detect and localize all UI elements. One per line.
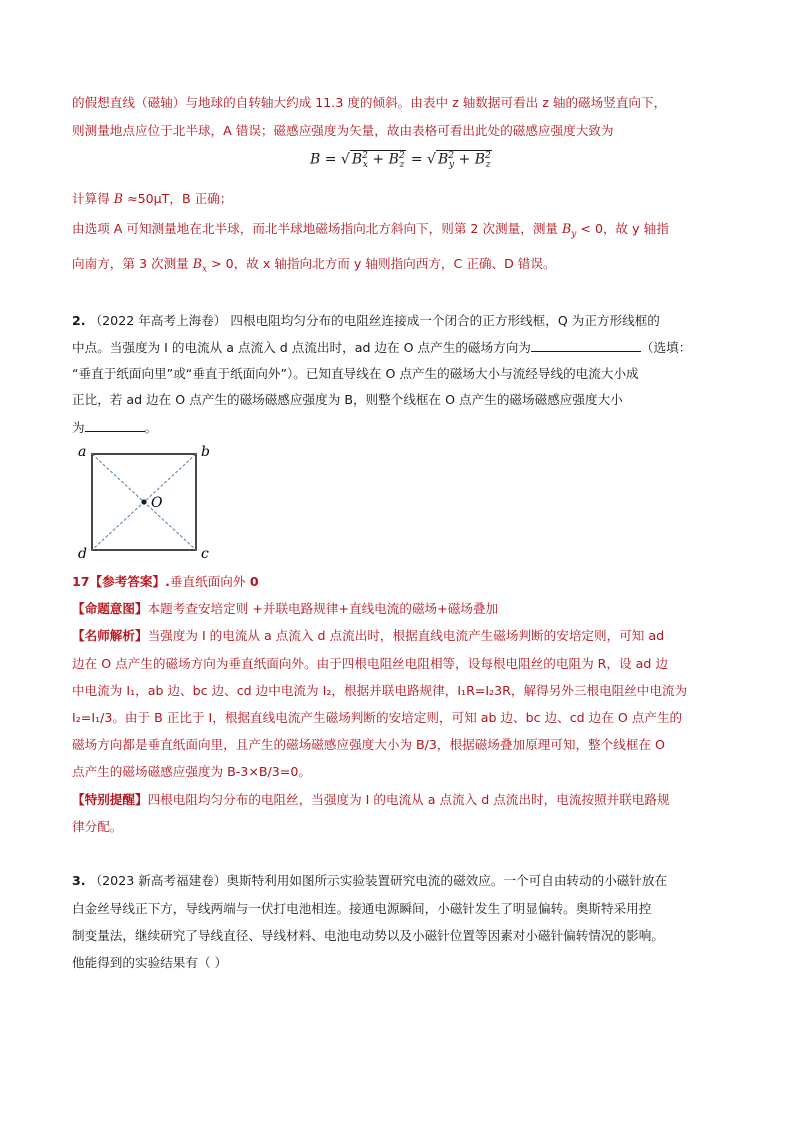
ans2-line1: 17【参考答案】.垂直纸面向外 0 [72, 574, 259, 589]
para1-line5: 向南方，第 3 次测量 $B_x > 0$，故 x 轴指向北方而 y 轴则指向西方，C 正确、D 错误。 [72, 256, 556, 275]
ans2-line5: 中电流为 I₁，ab 边、bc 边、cd 边中电流为 I₂，根据并联电路规律，I₁R=I₂3R，解得另外三根电阻丝中电流为 [72, 683, 688, 698]
label-a: a [78, 444, 87, 460]
para1-line3: 计算得 B ≈50μT，B 正确； [72, 191, 233, 206]
para1-line4: 由选项 A 可知测量地在北半球，而北半球地磁场指向北方斜向下，则第 2 次测量，测量 $B_y < 0$，故 y 轴指 [72, 221, 669, 240]
center-point-o [141, 499, 146, 504]
magnitude-formula: B = √ $B^2_x + B^2_z$ = √ $B^2_y + B^2_z$ [310, 151, 491, 171]
q2-line1: 2. （2022 年高考上海卷） 四根电阻均匀分布的电阻丝连接成一个闭合的正方形线框，Q 为正方形线框的 [72, 313, 660, 328]
ans2-line6: I₂=I₁/3。由于 B 正比于 I，根据直线电流产生磁场判断的安培定则，可知 ab 边、bc 边、cd 边在 O 点产生的 [72, 710, 683, 725]
ans2-line3: 【名师解析】当强度为 I 的电流从 a 点流入 d 点流出时，根据直线电流产生磁场判断的安培定则，可知 ad [72, 628, 665, 643]
ans2-line9: 【特别提醒】四根电阻均匀分布的电阻丝，当强度为 I 的电流从 a 点流入 d 点流出时，电流按照并联电路规 [72, 792, 670, 807]
para1-line1: 的假想直线（磁轴）与地球的自转轴大约成 11.3 度的倾斜。由表中 z 轴数据可看出 z 轴的磁场竖直向下， [72, 95, 667, 110]
ans2-line4: 边在 O 点产生的磁场方向为垂直纸面向外。由于四根电阻丝电阻相等，设每根电阻丝的电阻为 R，设 ad 边 [72, 656, 668, 671]
q3-line4: 他能得到的实验结果有（ ） [72, 955, 228, 970]
ans2-line10: 律分配。 [72, 819, 123, 834]
label-b: b [201, 444, 210, 460]
label-c: c [201, 546, 209, 562]
q2-line2: 中点。当强度为 I 的电流从 a 点流入 d 点流出时，ad 边在 O 点产生的磁场方向为 （选填： [72, 340, 692, 355]
ans2-line8: 点产生的磁场磁感应强度为 B-3×B/3=0。 [72, 764, 311, 779]
q2-line4: 正比，若 ad 边在 O 点产生的磁场磁感应强度为 B，则整个线框在 O 点产生的磁场磁感应强度大小 [72, 392, 623, 407]
q2-line5: 为 。 [72, 420, 158, 435]
ans2-line2: 【命题意图】本题考查安培定则 +并联电路规律+直线电流的磁场+磁场叠加 [72, 601, 499, 616]
q2-line3: “垂直于纸面向里”或“垂直于纸面向外”）。已知直导线在 O 点产生的磁场大小与流经导线的电流大小成 [72, 366, 639, 381]
square-frame-svg [76, 442, 216, 562]
ans2-line7: 磁场方向都是垂直纸面向里，且产生的磁场磁感应强度大小为 B/3，根据磁场叠加原理可知，整个线框在 O [72, 737, 665, 752]
para1-line2: 则测量地点应位于北半球，A 错误；磁感应强度为矢量，故由表格可看出此处的磁感应强度大致为 [72, 123, 614, 138]
label-o: O [151, 495, 163, 511]
square-wire-frame-figure [76, 442, 216, 565]
q3-line2: 白金丝导线正下方，导线两端与一伏打电池相连。接通电源瞬间，小磁针发生了明显偏转。奥斯特采用控 [72, 901, 652, 916]
label-d: d [78, 546, 87, 562]
answer-blank-1[interactable] [531, 340, 641, 352]
answer-blank-2[interactable] [85, 420, 145, 432]
q3-line3: 制变量法，继续研究了导线直径、导线材料、电池电动势以及小磁针位置等因素对小磁针偏转情况的影响。 [72, 928, 664, 943]
q3-line1: 3. （2023 新高考福建卷）奥斯特利用如图所示实验装置研究电流的磁效应。一个可自由转动的小磁针放在 [72, 873, 668, 888]
